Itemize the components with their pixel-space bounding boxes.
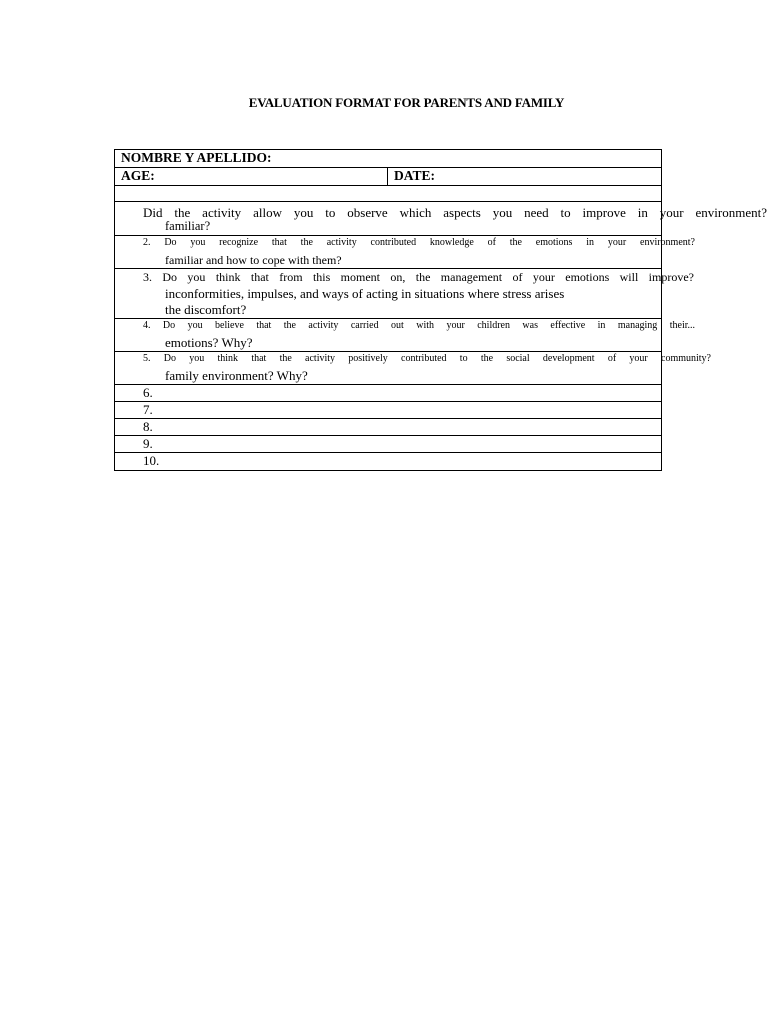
question-5-line-2: family environment? Why? <box>165 368 308 383</box>
question-4-line-1: 4. Do you believe that the activity carried out with your children was effective in managing their... <box>143 320 695 331</box>
answer-row-10[interactable] <box>115 453 661 470</box>
question-5-line-1: 5. Do you think that the activity positively contributed to the social development of your community? <box>143 353 711 364</box>
age-date-row <box>115 168 661 186</box>
row-number: 8. <box>143 419 153 434</box>
question-3-line-1: 3. Do you think that from this moment on, the management of your emotions will improve? <box>143 270 694 284</box>
age-field[interactable] <box>115 168 388 185</box>
question-row-2[interactable] <box>115 236 695 269</box>
date-field[interactable] <box>388 168 435 185</box>
question-row-1[interactable] <box>115 202 767 236</box>
question-row-3[interactable] <box>115 269 694 319</box>
name-label: NOMBRE Y APELLIDO: <box>121 150 272 165</box>
page-title: EVALUATION FORMAT FOR PARENTS AND FAMILY <box>248 95 565 110</box>
age-label: AGE: <box>121 168 155 183</box>
date-label: DATE: <box>394 168 436 183</box>
question-2-line-1: 2. Do you recognize that the activity contributed knowledge of the emotions in your environment? <box>143 237 695 248</box>
row-number: 10. <box>143 453 160 468</box>
answer-row-9[interactable] <box>115 436 661 453</box>
answer-row-6[interactable] <box>115 385 661 402</box>
question-row-5[interactable] <box>115 352 711 385</box>
answer-row-8[interactable] <box>115 419 661 436</box>
evaluation-form <box>114 149 767 471</box>
answer-row-7[interactable] <box>115 402 661 419</box>
row-number: 9. <box>143 436 153 451</box>
spacer-row <box>115 186 661 202</box>
question-row-4[interactable] <box>115 319 695 352</box>
name-row[interactable] <box>115 150 661 168</box>
question-2-line-2: familiar and how to cope with them? <box>165 253 342 267</box>
question-3-line-2: inconformities, impulses, and ways of acting in situations where stress arises <box>165 286 565 301</box>
question-3-line-3: the discomfort? <box>165 302 247 317</box>
row-number: 6. <box>143 385 153 400</box>
question-1-line-1: Did the activity allow you to observe which aspects you need to improve in your environment? <box>143 205 767 220</box>
row-number: 7. <box>143 402 153 417</box>
question-4-line-2: emotions? Why? <box>165 335 253 350</box>
question-1-line-2: familiar? <box>165 219 211 233</box>
